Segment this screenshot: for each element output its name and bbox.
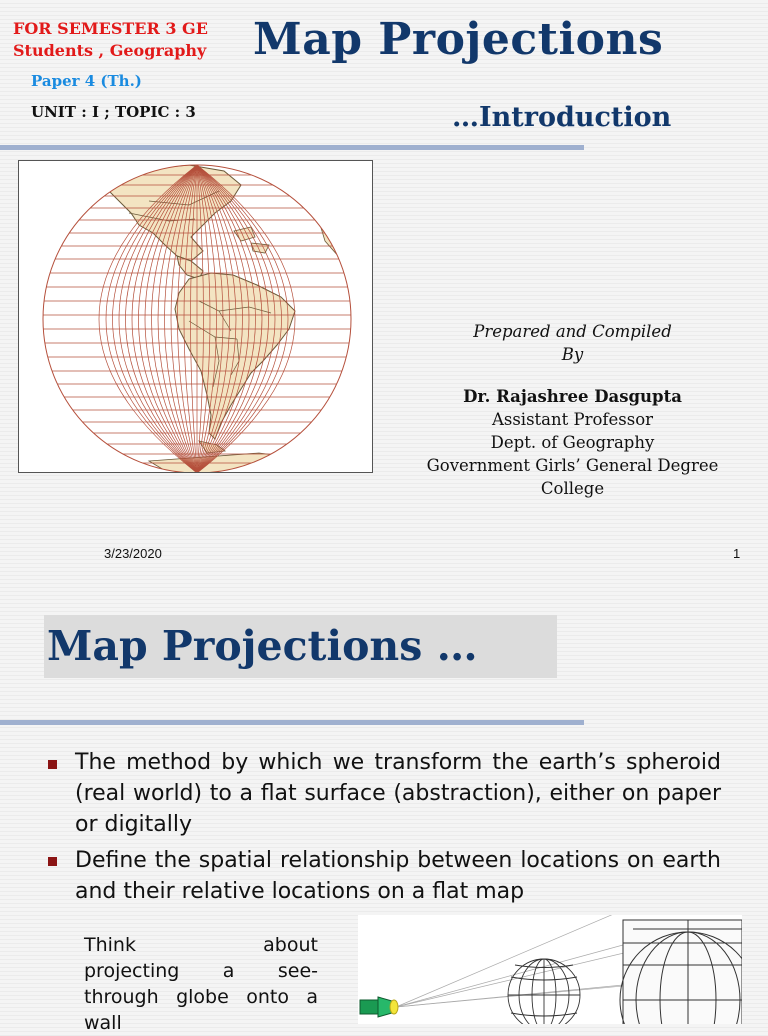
globe-figure [18, 160, 373, 473]
credits-by: By [561, 345, 584, 364]
projection-illustration [358, 915, 742, 1024]
globe-graticule-image [19, 161, 372, 472]
paper-label: Paper 4 (Th.) [31, 72, 142, 90]
page-subtitle: …Introduction [452, 102, 672, 133]
projection-diagram [358, 915, 742, 1024]
think-line-2: projecting a see- [84, 960, 318, 982]
bullet-marker [48, 857, 57, 866]
credits-block [400, 320, 745, 500]
slide2-title-divider [0, 720, 584, 725]
bullet-marker [48, 760, 57, 769]
author-name: Dr. Rajashree Dasgupta [463, 387, 682, 406]
author-college-line2: College [540, 479, 605, 498]
think-line-1: Think about [84, 934, 318, 956]
think-line-3: through globe onto a [84, 986, 318, 1008]
credits-prepared: Prepared and Compiled [473, 322, 672, 341]
bullet-item-1: The method by which we transform the earth’s spheroid (real world) to a flat surface (abstraction), either on paper or digitally [75, 750, 721, 837]
think-line-4: wall [84, 1012, 122, 1034]
think-paragraph [84, 932, 318, 1036]
slide-2 [0, 580, 768, 1034]
semester-line-1: FOR SEMESTER 3 GE [13, 19, 208, 38]
unit-topic-label: UNIT : I ; TOPIC : 3 [31, 103, 196, 121]
flashlight-icon [360, 997, 398, 1017]
author-position: Assistant Professor [491, 410, 654, 429]
slide2-title: Map Projections … [47, 622, 478, 670]
author-college-line1: Government Girls’ General Degree [426, 456, 719, 475]
page-title: Map Projections [253, 14, 664, 65]
title-divider [0, 145, 584, 150]
slide-date: 3/23/2020 [104, 546, 162, 561]
author-department: Dept. of Geography [490, 433, 655, 452]
slide-page-number: 1 [733, 546, 741, 561]
semester-line-2: Students , Geography [13, 41, 207, 60]
bullet-item-2: Define the spatial relationship between locations on earth and their relative locations on a flat map [75, 848, 721, 904]
